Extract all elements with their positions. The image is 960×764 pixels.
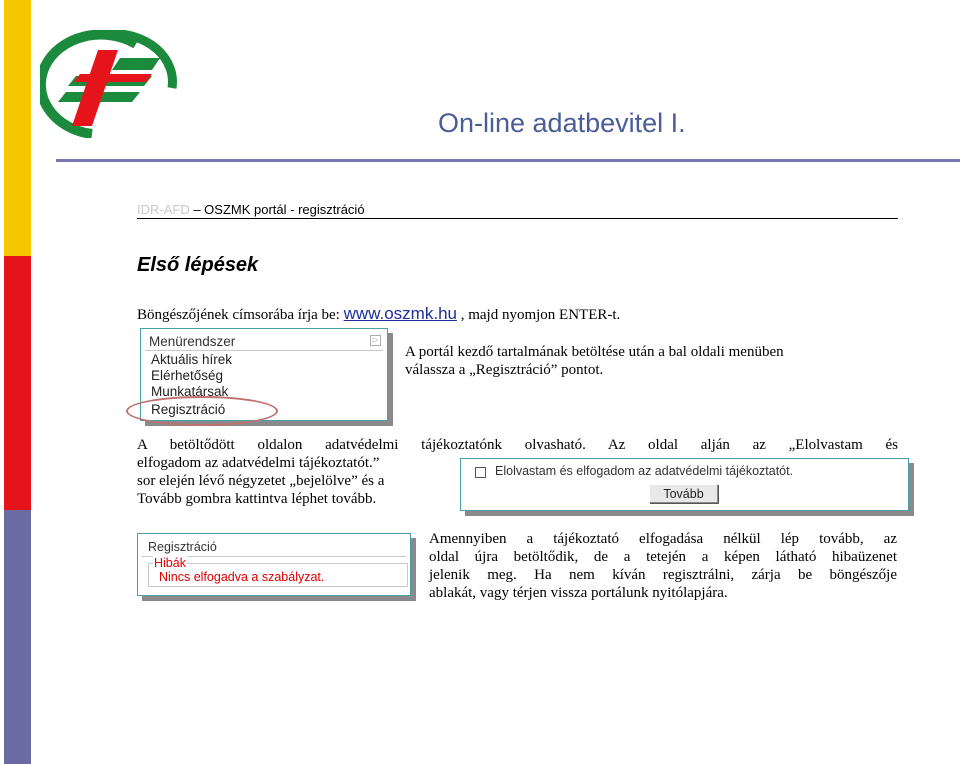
header-text: – OSZMK portál - regisztráció xyxy=(189,202,365,217)
errors-legend: Hibák xyxy=(154,556,186,570)
doc-header xyxy=(137,202,898,219)
p3-line: A betöltődött oldalon adatvédelmi tájékoztatónk olvasható. Az oldal alján az „Elolvastam és xyxy=(137,437,898,453)
accept-checkbox[interactable] xyxy=(475,467,486,478)
menu-title: Menürendszer xyxy=(149,334,236,349)
reg-title: Regisztráció xyxy=(148,540,217,554)
errors-fieldset xyxy=(148,556,408,587)
accept-label: Elolvastam és elfogadom az adatvédelmi tájékoztatót. xyxy=(495,464,794,478)
collapse-icon[interactable]: ▷ xyxy=(370,335,381,346)
accept-panel xyxy=(460,458,909,511)
p4-line: jelenik meg. Ha nem kíván regisztrálni, zárja be böngészője xyxy=(429,567,897,583)
p2-line: A portál kezdő tartalmának betöltése után a bal oldali menüben xyxy=(405,344,784,360)
highlight-circle xyxy=(126,396,278,426)
menu-item-contact[interactable]: Elérhetőség xyxy=(151,368,224,383)
error-message: Nincs elfogadva a szabályzat. xyxy=(159,570,325,584)
p4-line: ablakát, vagy térjen vissza portálunk nyitólapjára. xyxy=(429,585,728,601)
p3-line: Tovább gombra kattintva léphet tovább. xyxy=(137,491,377,507)
p4-line: Amennyiben a tájékoztató elfogadása nélkül lép tovább, az xyxy=(429,531,897,547)
menu-item-staff[interactable]: Munkatársak xyxy=(151,384,229,399)
continue-button[interactable]: Tovább xyxy=(649,484,718,503)
p1-text-before: Böngészőjének címsorába írja be: xyxy=(137,307,344,323)
p4-line: oldal újra betöltődik, de a tetején a képen látható hibaüzenet xyxy=(429,549,897,565)
slide-title: On-line adatbevitel I. xyxy=(438,108,686,138)
section-heading: Első lépések xyxy=(137,254,259,276)
header-prefix: IDR-AFD xyxy=(137,202,190,217)
instruction-paragraph-4 xyxy=(429,530,897,602)
p3-line: elfogadom az adatvédelmi tájékoztatót.” xyxy=(137,455,380,471)
accent-bar-yellow xyxy=(4,0,31,256)
menu-divider xyxy=(145,350,383,351)
p2-line: válassza a „Regisztráció” pontot. xyxy=(405,362,604,378)
instruction-paragraph-1 xyxy=(137,304,620,324)
oszmk-logo xyxy=(40,30,180,138)
title-divider xyxy=(56,159,960,162)
menu-item-registration[interactable]: Regisztráció xyxy=(151,402,226,417)
p1-text-after: , majd nyomjon ENTER-t. xyxy=(456,307,621,323)
accent-bar-red xyxy=(4,256,31,510)
accent-bar-blue xyxy=(4,510,31,764)
instruction-paragraph-2 xyxy=(405,343,784,379)
registration-error-panel xyxy=(137,533,411,596)
oszmk-link[interactable]: www.oszmk.hu xyxy=(343,304,457,323)
menu-item-news[interactable]: Aktuális hírek xyxy=(151,352,233,367)
p3-line: sor elején lévő négyzetet „bejelölve” és a xyxy=(137,473,385,489)
